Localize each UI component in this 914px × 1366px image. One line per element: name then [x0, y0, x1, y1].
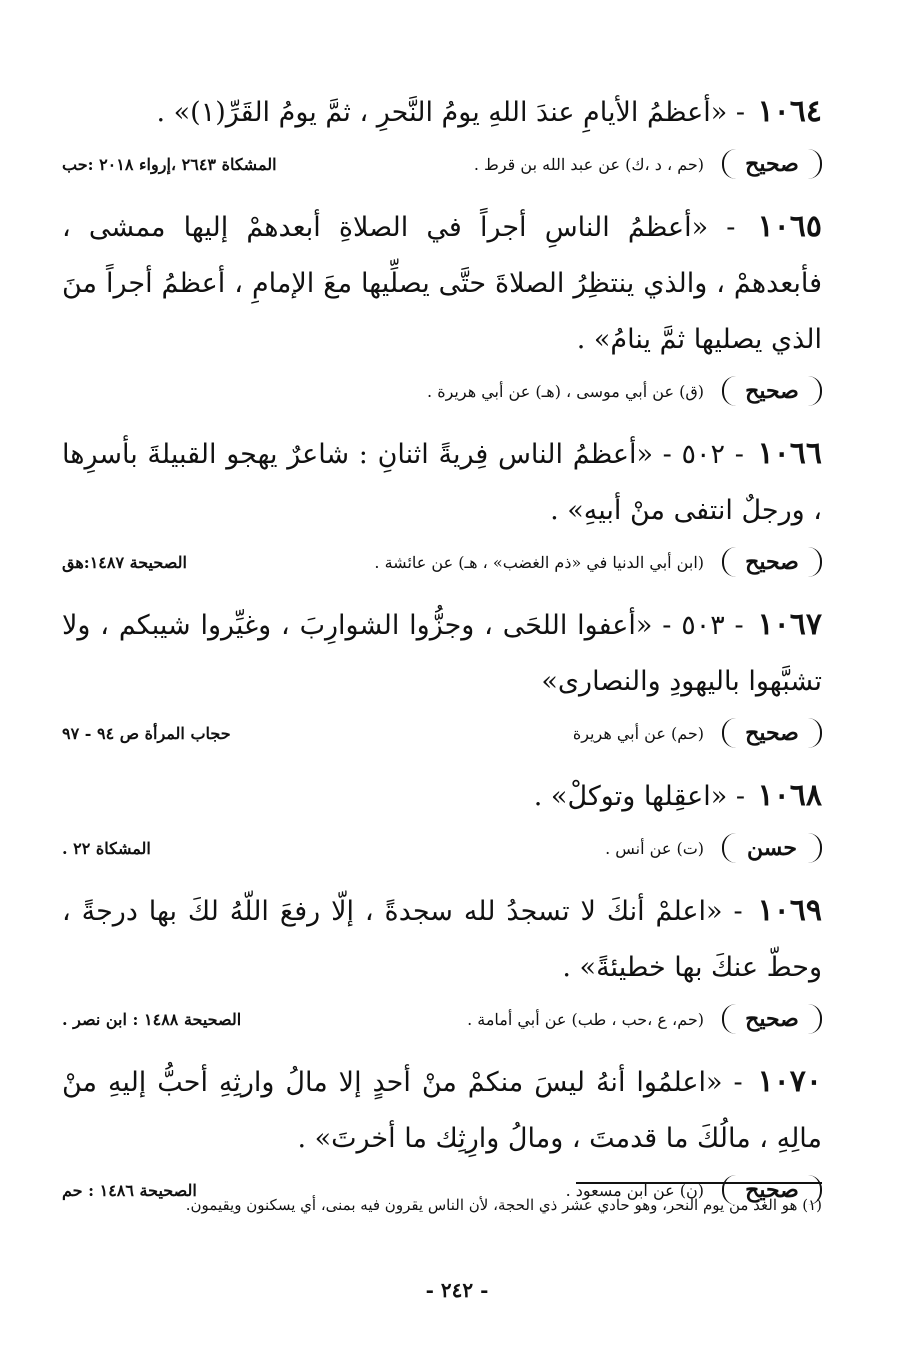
- source-text: (ت) عن أنس .: [605, 838, 704, 858]
- grade-label: صحيح: [722, 1175, 822, 1205]
- grade-label: حسن: [722, 833, 822, 863]
- hadith-number: ١٠٦٤: [757, 94, 822, 129]
- footnote-divider: [576, 1182, 822, 1184]
- hadith-number: ١٠٦٥: [757, 209, 822, 244]
- grade-row: [62, 825, 822, 871]
- grade-row: [62, 539, 822, 585]
- grade-label: صحيح: [722, 1004, 822, 1034]
- hadith-text-block: [62, 1054, 822, 1167]
- hadith-entry: [62, 768, 822, 871]
- hadith-entry: [62, 426, 822, 585]
- hadith-text: - ٥٠٢ - «أعظمُ الناس فِريةً اثنانِ : شاعرٌ يهجو القبيلةَ بأسرِها ، ورجلٌ انتفى منْ أبيهِ» .: [62, 439, 822, 526]
- grade-label: صحيح: [722, 149, 822, 179]
- grade-row: [62, 710, 822, 756]
- hadith-entry: [62, 199, 822, 414]
- hadith-text-block: [62, 199, 822, 368]
- hadith-entry: [62, 597, 822, 756]
- reference-text: حجاب المرأة ص ٩٤ - ٩٧: [62, 723, 231, 743]
- hadith-text: - «أعظمُ الناسِ أجراً في الصلاةِ أبعدهمْ إليها ممشى ، فأبعدهمْ ، والذي ينتظِرُ الصلاةَ حتَّى يصلِّيها معَ الإمامِ ، أعظمُ أجراً منَ الذي يصليها ثمَّ ينامُ» .: [62, 212, 822, 355]
- grade-label: صحيح: [722, 718, 822, 748]
- hadith-text: - «اعلمُوا أنهُ ليسَ منكمْ منْ أحدٍ إلا مالُ وارثِهِ أحبُّ إليهِ منْ مالِهِ ، مالُكَ ما قدمتَ ، ومالُ وارِثِك ما أخرتَ» .: [62, 1067, 822, 1154]
- source-text: (ق) عن أبي موسى ، (هـ) عن أبي هريرة .: [427, 381, 704, 401]
- hadith-text-block: [62, 768, 822, 825]
- reference-text: المشكاة ٢٢ .: [62, 838, 151, 858]
- hadith-text: - «اعلمْ أنكَ لا تسجدُ لله سجدةً ، إلّا رفعَ اللّهُ لكَ بها درجةً ، وحطّ عنكَ بها خطيئةً» .: [62, 896, 822, 983]
- hadith-text-block: [62, 597, 822, 710]
- page-number: - ٢٤٢ -: [425, 1278, 489, 1302]
- hadith-text: - «اعقِلها وتوكلْ» .: [533, 781, 745, 812]
- hadith-number: ١٠٦٦: [757, 436, 822, 471]
- hadith-text-block: [62, 426, 822, 539]
- hadith-number: ١٠٦٩: [757, 893, 822, 928]
- source-text: (حم، ع ،حب ، طب) عن أبي أمامة .: [467, 1009, 704, 1029]
- grade-row: [62, 996, 822, 1042]
- grade-row: [62, 368, 822, 414]
- hadith-text: - ٥٠٣ - «أعفوا اللحَى ، وجزُّوا الشوارِبَ ، وغيِّروا شيبكم ، ولا تشبَّهوا باليهودِ والنصارى»: [62, 610, 822, 697]
- hadith-number: ١٠٦٧: [757, 607, 822, 642]
- footnote: (١) هو الغد من يوم النحر، وهو حادي عشر ذي الحجة، لأن الناس يقرون فيه بمنى، أي يسكنون ويقيمون.: [185, 1196, 822, 1214]
- source-text: (ابن أبي الدنيا في «ذم الغضب» ، هـ) عن عائشة .: [374, 552, 704, 572]
- hadith-text-block: [62, 84, 822, 141]
- hadith-text-block: [62, 883, 822, 996]
- grade-row: [62, 141, 822, 187]
- hadith-number: ١٠٧٠: [757, 1064, 822, 1099]
- reference-text: الصحيحة ١٤٨٨ : ابن نصر .: [62, 1009, 242, 1029]
- hadith-text: - «أعظمُ الأيامِ عندَ اللهِ يومُ النَّحرِ ، ثمَّ يومُ القَرِّ(١)» .: [156, 97, 745, 128]
- reference-text: المشكاة ٢٦٤٣ ،إرواء ٢٠١٨ :حب: [62, 154, 277, 174]
- hadith-number: ١٠٦٨: [757, 778, 822, 813]
- hadith-entry: [62, 1054, 822, 1213]
- reference-text: الصحيحة ١٤٨٧:هق: [62, 552, 187, 572]
- source-text: (حم) عن أبي هريرة: [572, 723, 704, 743]
- hadith-entry: [62, 84, 822, 187]
- grade-label: صحيح: [722, 547, 822, 577]
- hadith-list: [62, 84, 822, 1225]
- reference-text: الصحيحة ١٤٨٦ : حم: [62, 1180, 197, 1200]
- grade-label: صحيح: [722, 376, 822, 406]
- hadith-entry: [62, 883, 822, 1042]
- source-text: (ن) عن ابن مسعود .: [565, 1180, 704, 1200]
- source-text: (حم ، د ،ك) عن عبد الله بن قرط .: [473, 154, 704, 174]
